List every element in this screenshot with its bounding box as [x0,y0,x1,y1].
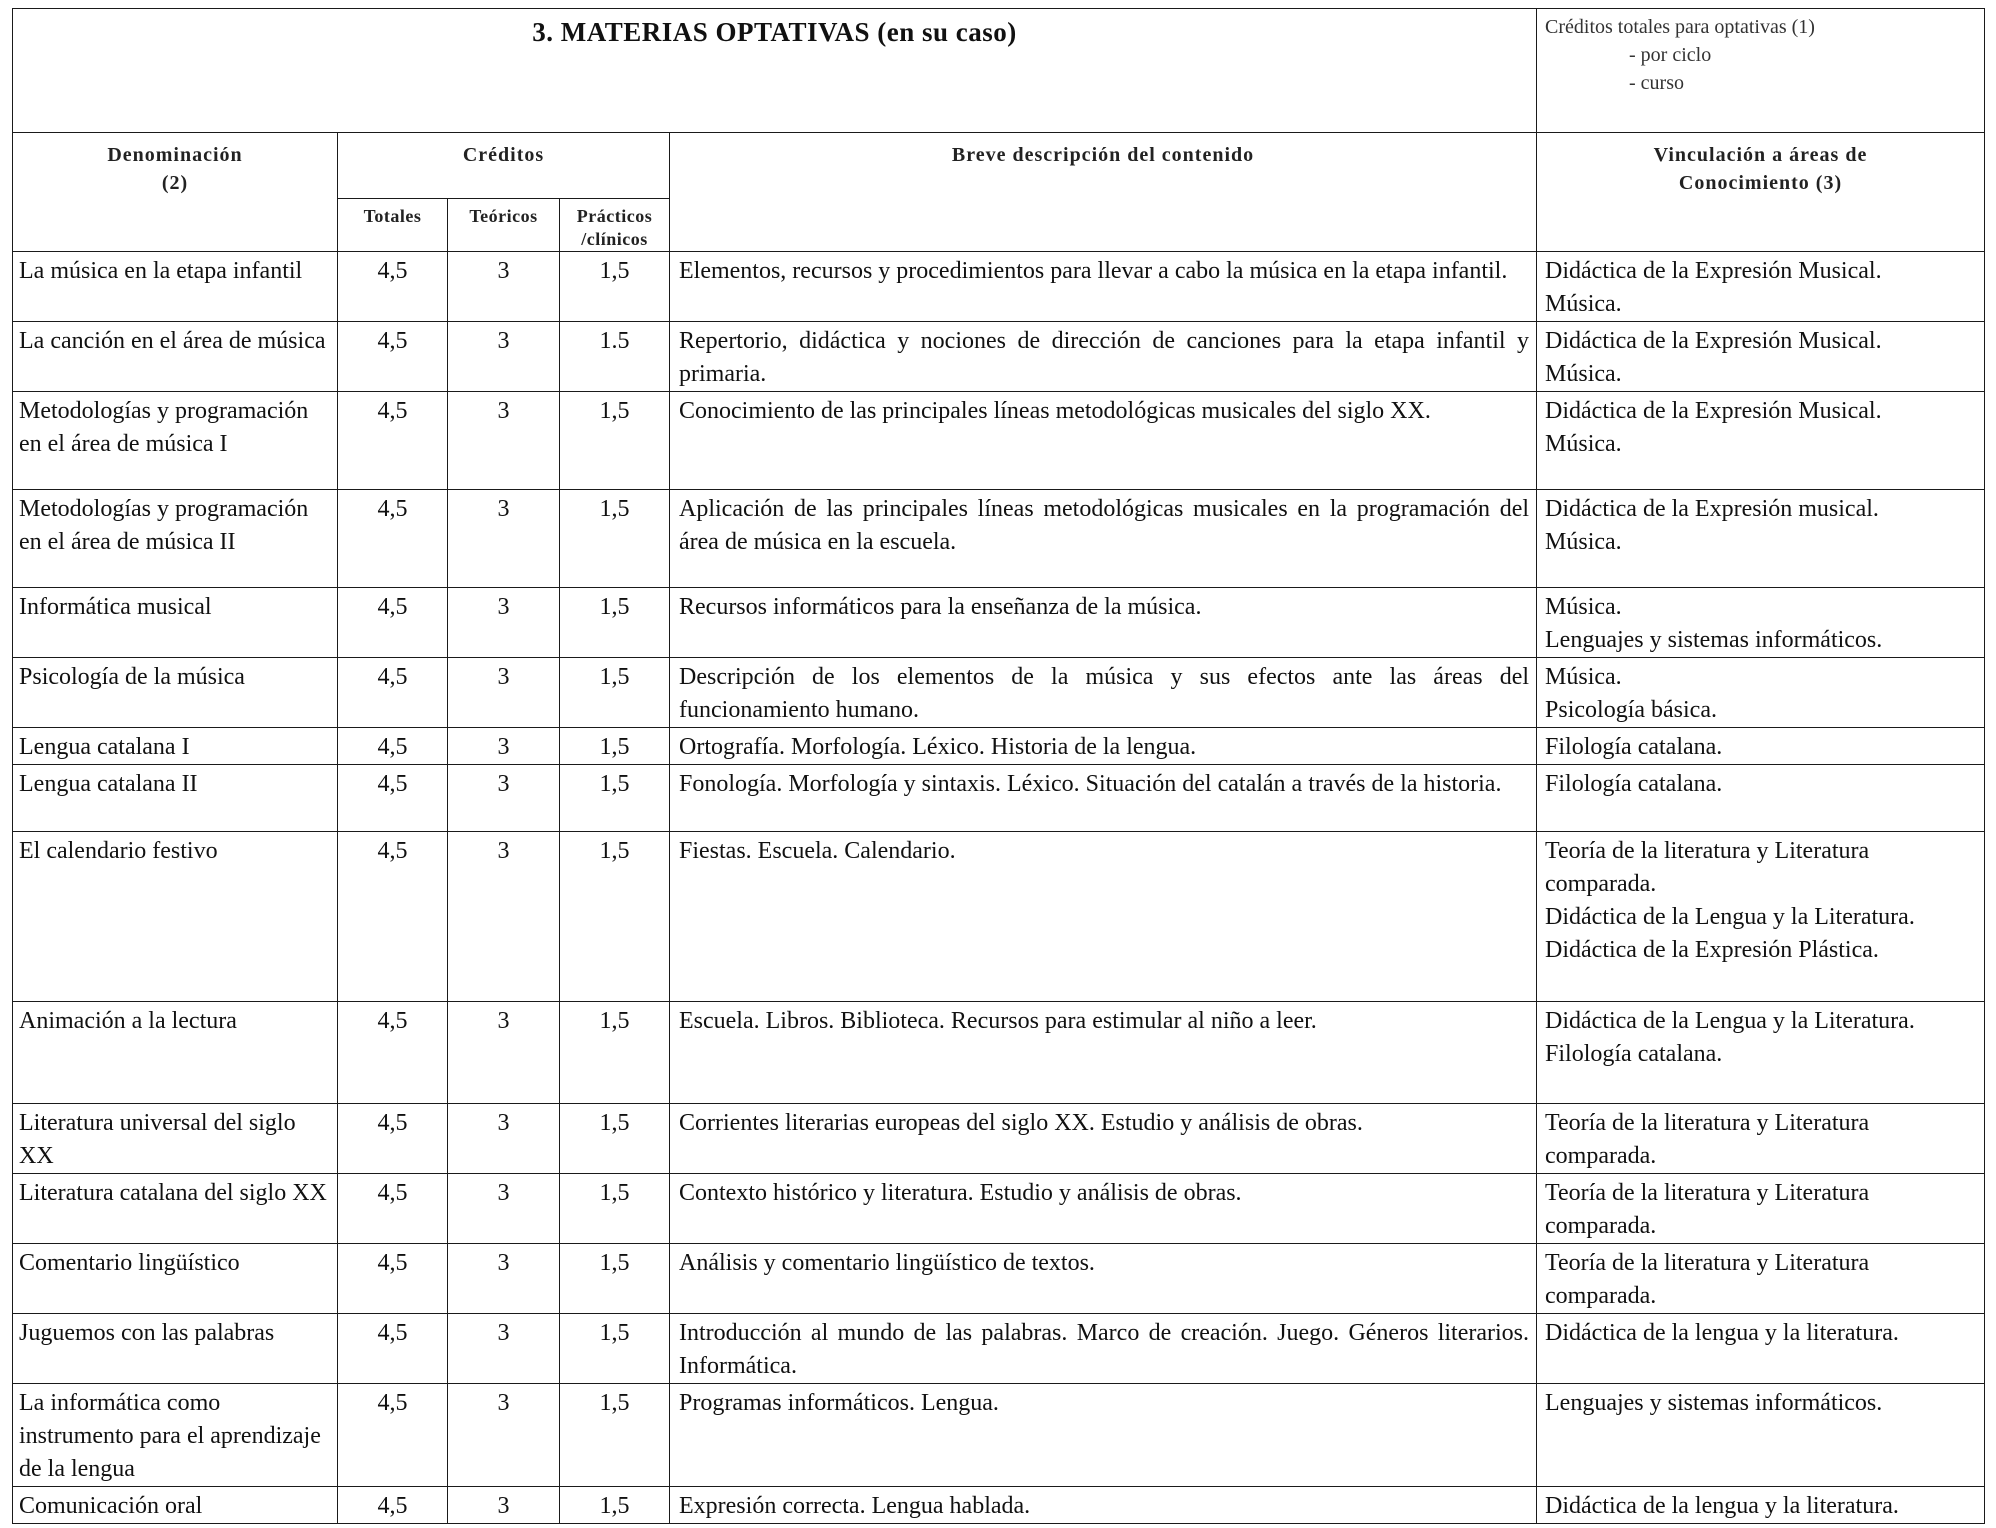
totales-header: Totales [338,199,448,252]
credits-practice: 1,5 [560,588,670,658]
credits-practice: 1,5 [560,832,670,1002]
credits-theory: 3 [448,392,560,490]
knowledge-area: Música. [1545,594,1622,620]
column-header-row [13,133,1985,199]
credits-total: 4,5 [338,658,448,728]
table-row [13,392,1985,490]
table-row [13,1244,1985,1314]
content-description: Descripción de los elementos de la música y sus efectos ante las áreas del funcionamiento humano. [670,658,1537,728]
credits-theory: 3 [448,1244,560,1314]
knowledge-areas [1537,728,1985,765]
creditos-header: Créditos [338,133,670,199]
knowledge-area: Música. [1545,291,1622,317]
content-description: Corrientes literarias europeas del siglo XX. Estudio y análisis de obras. [670,1104,1537,1174]
knowledge-areas [1537,1384,1985,1487]
table-row [13,322,1985,392]
credits-practice: 1,5 [560,1384,670,1487]
knowledge-areas [1537,588,1985,658]
credits-practice: 1,5 [560,1487,670,1524]
knowledge-area: Música. [1545,431,1622,457]
credits-theory: 3 [448,1384,560,1487]
subject-name: Psicología de la música [13,658,338,728]
denominacion-label: Denominación [107,144,243,166]
content-description: Fiestas. Escuela. Calendario. [670,832,1537,1002]
table-row [13,765,1985,832]
table-row [13,252,1985,322]
content-description: Ortografía. Morfología. Léxico. Historia de la lengua. [670,728,1537,765]
credits-theory: 3 [448,588,560,658]
table-row [13,588,1985,658]
content-description: Análisis y comentario lingüístico de textos. [670,1244,1537,1314]
knowledge-areas [1537,1174,1985,1244]
content-description: Programas informáticos. Lengua. [670,1384,1537,1487]
knowledge-areas [1537,1314,1985,1384]
credits-practice: 1,5 [560,1174,670,1244]
knowledge-area: Teoría de la literatura y Literatura comparada. [1545,838,1870,897]
content-description: Introducción al mundo de las palabras. Marco de creación. Juego. Géneros literarios. Informática. [670,1314,1537,1384]
knowledge-area: Psicología básica. [1545,697,1717,723]
credits-theory: 3 [448,1002,560,1104]
knowledge-areas [1537,392,1985,490]
knowledge-area: Didáctica de la Expresión musical. [1545,496,1879,522]
knowledge-area: Lenguajes y sistemas informáticos. [1545,627,1883,653]
knowledge-area: Teoría de la literatura y Literatura comparada. [1545,1250,1870,1309]
credits-total: 4,5 [338,490,448,588]
total-credits-label: Créditos totales para optativas (1) [1545,16,1815,38]
optativas-table [12,8,1985,1524]
credits-theory: 3 [448,252,560,322]
credits-theory: 3 [448,1314,560,1384]
subject-name: Lengua catalana II [13,765,338,832]
credits-practice: 1,5 [560,490,670,588]
credits-practice: 1,5 [560,1002,670,1104]
credits-practice: 1,5 [560,1244,670,1314]
knowledge-area: Filología catalana. [1545,771,1723,797]
credits-total: 4,5 [338,588,448,658]
knowledge-areas [1537,1244,1985,1314]
knowledge-area: Didáctica de la Expresión Musical. [1545,328,1882,354]
credits-total: 4,5 [338,765,448,832]
curso-label: - curso [1629,72,1684,94]
credits-practice: 1,5 [560,1314,670,1384]
subject-name: Metodologías y programación en el área de música II [13,490,338,588]
credits-total: 4,5 [338,1314,448,1384]
credits-practice: 1,5 [560,1104,670,1174]
content-description: Aplicación de las principales líneas metodológicas musicales en la programación del área de música en la escuela. [670,490,1537,588]
knowledge-area: Filología catalana. [1545,1041,1723,1067]
knowledge-areas [1537,490,1985,588]
subject-name: La música en la etapa infantil [13,252,338,322]
knowledge-area: Teoría de la literatura y Literatura comparada. [1545,1110,1870,1169]
credits-total: 4,5 [338,728,448,765]
practicos-header [560,199,670,252]
subject-name: Metodologías y programación en el área de música I [13,392,338,490]
practicos-label-2: /clínicos [581,229,648,249]
vinculacion-header [1537,133,1985,252]
content-description: Fonología. Morfología y sintaxis. Léxico. Situación del catalán a través de la historia. [670,765,1537,832]
knowledge-area: Didáctica de la Expresión Musical. [1545,258,1882,284]
title-row [13,9,1985,133]
credits-theory: 3 [448,1174,560,1244]
subject-name: Literatura universal del siglo XX [13,1104,338,1174]
credits-total: 4,5 [338,1104,448,1174]
table-row [13,1487,1985,1524]
knowledge-area: Didáctica de la Expresión Plástica. [1545,937,1879,963]
credits-theory: 3 [448,322,560,392]
table-row [13,832,1985,1002]
credits-practice: 1,5 [560,728,670,765]
credits-theory: 3 [448,1104,560,1174]
knowledge-area: Música. [1545,361,1622,387]
subject-name: Juguemos con las palabras [13,1314,338,1384]
descripcion-header: Breve descripción del contenido [670,133,1537,252]
knowledge-area: Teoría de la literatura y Literatura comparada. [1545,1180,1870,1239]
content-description: Escuela. Libros. Biblioteca. Recursos para estimular al niño a leer. [670,1002,1537,1104]
credits-theory: 3 [448,765,560,832]
denominacion-header [13,133,338,252]
credits-theory: 3 [448,490,560,588]
knowledge-areas [1537,1104,1985,1174]
vinculacion-label: Vinculación a áreas de [1653,144,1868,166]
credits-practice: 1,5 [560,252,670,322]
credits-total: 4,5 [338,832,448,1002]
knowledge-area: Música. [1545,664,1622,690]
credits-total: 4,5 [338,1002,448,1104]
table-row [13,1384,1985,1487]
knowledge-area: Didáctica de la lengua y la literatura. [1545,1320,1899,1346]
knowledge-area: Didáctica de la Lengua y la Literatura. [1545,1008,1915,1034]
practicos-label: Prácticos [576,206,653,226]
table-row [13,1174,1985,1244]
knowledge-areas [1537,1487,1985,1524]
knowledge-areas [1537,765,1985,832]
subject-name: El calendario festivo [13,832,338,1002]
knowledge-areas [1537,1002,1985,1104]
knowledge-areas [1537,658,1985,728]
knowledge-area: Didáctica de la Lengua y la Literatura. [1545,904,1915,930]
subject-name: Animación a la lectura [13,1002,338,1104]
credits-theory: 3 [448,658,560,728]
document-sheet [12,8,1984,1524]
table-row [13,490,1985,588]
section-title: 3. MATERIAS OPTATIVAS (en su caso) [13,9,1537,133]
credits-practice: 1.5 [560,322,670,392]
content-description: Conocimiento de las principales líneas metodológicas musicales del siglo XX. [670,392,1537,490]
subject-name: La canción en el área de música [13,322,338,392]
table-row [13,728,1985,765]
credits-total: 4,5 [338,1244,448,1314]
knowledge-area: Música. [1545,529,1622,555]
subject-name: Literatura catalana del siglo XX [13,1174,338,1244]
credits-theory: 3 [448,832,560,1002]
content-description: Repertorio, didáctica y nociones de dirección de canciones para la etapa infantil y primaria. [670,322,1537,392]
knowledge-area: Didáctica de la lengua y la literatura. [1545,1493,1899,1519]
vinculacion-label-2: Conocimiento (3) [1678,172,1843,194]
subject-name: Lengua catalana I [13,728,338,765]
subject-name: La informática como instrumento para el aprendizaje de la lengua [13,1384,338,1487]
credits-total: 4,5 [338,392,448,490]
subject-name: Comunicación oral [13,1487,338,1524]
subject-name: Comentario lingüístico [13,1244,338,1314]
credits-total: 4,5 [338,1174,448,1244]
content-description: Recursos informáticos para la enseñanza de la música. [670,588,1537,658]
credits-total: 4,5 [338,1487,448,1524]
credits-theory: 3 [448,728,560,765]
table-row [13,1002,1985,1104]
knowledge-area: Didáctica de la Expresión Musical. [1545,398,1882,424]
knowledge-areas [1537,322,1985,392]
knowledge-area: Lenguajes y sistemas informáticos. [1545,1390,1883,1416]
knowledge-area: Filología catalana. [1545,734,1723,760]
teoricos-header: Teóricos [448,199,560,252]
credits-practice: 1,5 [560,392,670,490]
table-row [13,1104,1985,1174]
credits-practice: 1,5 [560,765,670,832]
table-row [13,1314,1985,1384]
credits-total: 4,5 [338,1384,448,1487]
total-credits-box [1537,9,1985,133]
content-description: Contexto histórico y literatura. Estudio y análisis de obras. [670,1174,1537,1244]
subject-name: Informática musical [13,588,338,658]
credits-theory: 3 [448,1487,560,1524]
content-description: Elementos, recursos y procedimientos para llevar a cabo la música en la etapa infantil. [670,252,1537,322]
knowledge-areas [1537,252,1985,322]
credits-practice: 1,5 [560,658,670,728]
content-description: Expresión correcta. Lengua hablada. [670,1487,1537,1524]
credits-total: 4,5 [338,322,448,392]
credits-total: 4,5 [338,252,448,322]
knowledge-areas [1537,832,1985,1002]
table-row [13,658,1985,728]
denominacion-note: (2) [161,172,189,194]
por-ciclo-label: - por ciclo [1629,44,1712,66]
